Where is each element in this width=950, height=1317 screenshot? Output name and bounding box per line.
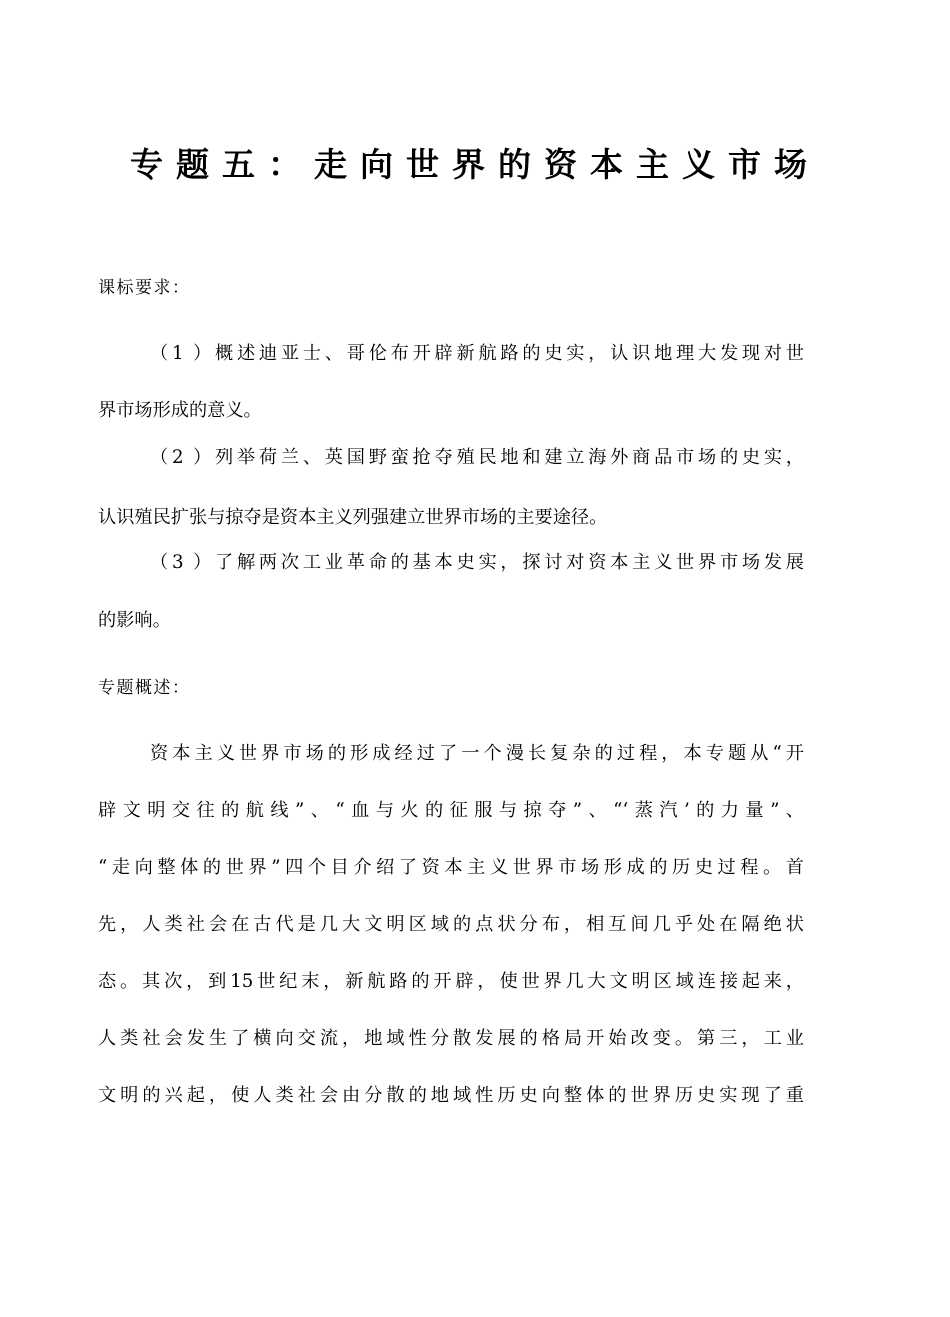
overview-heading: 专题概述： <box>98 678 191 698</box>
page-title: 专题五：走向世界的资本主义市场 <box>130 145 820 184</box>
overview-line: 人类社会发生了横向交流，地域性分散发展的格局开始改变。第三，工业 <box>98 1028 804 1049</box>
overview-line: 态。其次，到15世纪末，新航路的开辟，使世界几大文明区域连接起来， <box>98 971 804 992</box>
curriculum-line: 界市场形成的意义。 <box>98 400 262 421</box>
curriculum-line: （3 ）了解两次工业革命的基本史实，探讨对资本主义世界市场发展 <box>150 552 804 573</box>
curriculum-line: 的影响。 <box>98 610 171 631</box>
overview-line: “走向整体的世界”四个目介绍了资本主义世界市场形成的历史过程。首 <box>98 857 804 878</box>
curriculum-line: （1 ）概述迪亚士、哥伦布开辟新航路的史实，认识地理大发现对世 <box>150 343 804 364</box>
curriculum-line: 认识殖民扩张与掠夺是资本主义列强建立世界市场的主要途径。 <box>98 507 608 528</box>
curriculum-line: （2 ）列举荷兰、英国野蛮抢夺殖民地和建立海外商品市场的史实， <box>150 447 804 468</box>
overview-line: 文明的兴起，使人类社会由分散的地域性历史向整体的世界历史实现了重 <box>98 1085 804 1106</box>
overview-line: 辟文明交往的航线”、“血与火的征服与掠夺”、“‘蒸汽’的力量”、 <box>98 800 804 821</box>
curriculum-heading: 课标要求： <box>98 278 191 298</box>
overview-line: 先，人类社会在古代是几大文明区域的点状分布，相互间几乎处在隔绝状 <box>98 914 804 935</box>
overview-line: 资本主义世界市场的形成经过了一个漫长复杂的过程，本专题从“开 <box>150 743 804 764</box>
